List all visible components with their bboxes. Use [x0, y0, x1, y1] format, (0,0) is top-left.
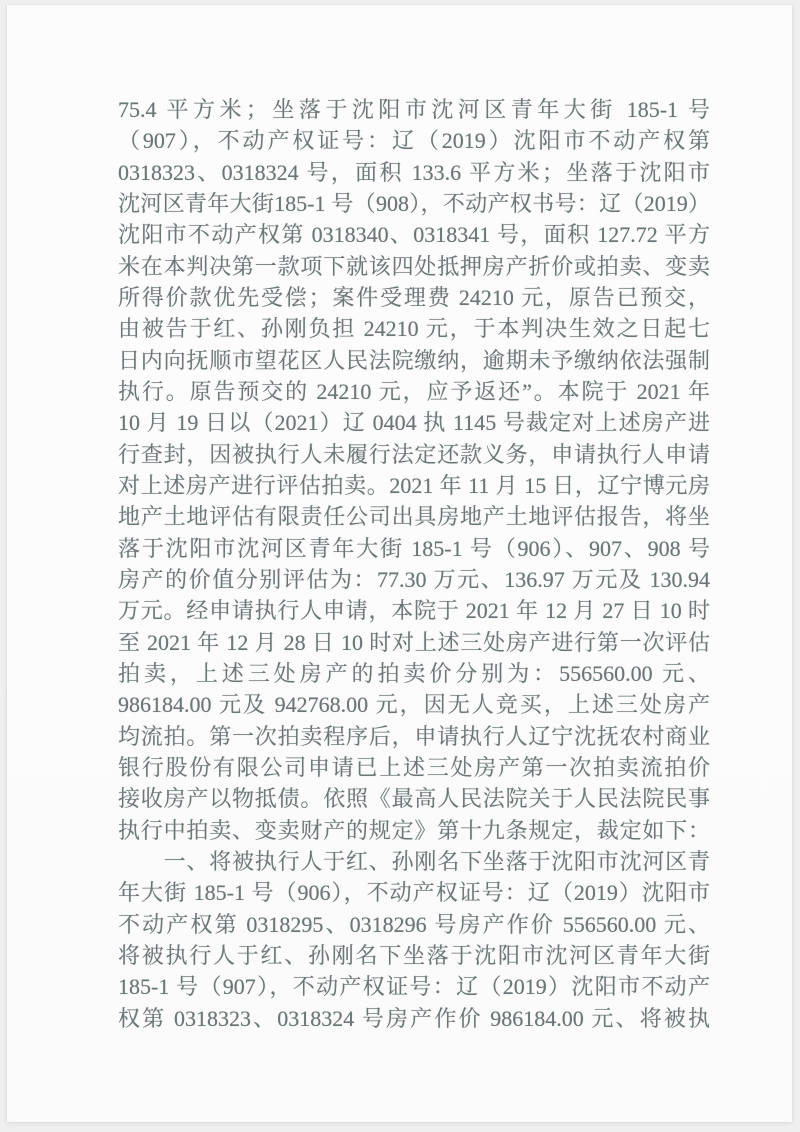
text-line: 权第 0318323、0318324 号房产作价 986184.00 元、将被执: [118, 1005, 710, 1031]
text-line: 房产的价值分别评估为：77.30 万元、136.97 万元及 130.94: [118, 566, 710, 592]
text-line: 接收房产以物抵债。依照《最高人民法院关于人民法院民事: [118, 786, 710, 812]
text-line: 至 2021 年 12 月 28 日 10 时对上述三处房产进行第一次评估: [118, 629, 710, 655]
text-line: 落于沈阳市沈河区青年大街 185-1 号（906）、907、908 号: [118, 535, 710, 561]
text-line: 米在本判决第一款项下就该四处抵押房产折价或拍卖、变卖: [118, 253, 710, 279]
text-line: 银行股份有限公司申请已上述三处房产第一次拍卖流拍价: [118, 754, 710, 780]
document-body: [118, 94, 710, 1034]
text-line: 沈河区青年大街185-1 号（908），不动产权书号：辽（2019）: [118, 190, 710, 216]
text-line: 执行。原告预交的 24210 元，应予返还”。本院于 2021 年: [118, 378, 710, 404]
text-line: 一、将被执行人于红、孙刚名下坐落于沈阳市沈河区青: [118, 848, 710, 874]
document-page: [7, 5, 792, 1122]
text-line: 不动产权第 0318295、0318296 号房产作价 556560.00 元、: [118, 911, 710, 937]
text-line: 185-1 号（907），不动产权证号：辽（2019）沈阳市不动产: [118, 974, 710, 1000]
text-line: （907），不动产权证号：辽（2019）沈阳市不动产权第: [118, 128, 710, 154]
text-line: 75.4 平方米；坐落于沈阳市沈河区青年大街 185-1 号: [118, 97, 710, 122]
text-line: 均流拍。第一次拍卖程序后，申请执行人辽宁沈抚农村商业: [118, 723, 710, 749]
text-line: 执行中拍卖、变卖财产的规定》第十九条规定，裁定如下：: [118, 817, 710, 843]
text-line: 年大街 185-1 号（906），不动产权证号：辽（2019）沈阳市: [118, 880, 710, 906]
text-line: 拍卖，上述三处房产的拍卖价分别为：556560.00 元、: [118, 660, 710, 686]
text-line: 将被执行人于红、孙刚名下坐落于沈阳市沈河区青年大街: [118, 942, 710, 968]
text-line: 所得价款优先受偿；案件受理费 24210 元，原告已预交，: [118, 284, 710, 310]
text-line: 沈阳市不动产权第 0318340、0318341 号，面积 127.72 平方: [118, 222, 710, 248]
text-line: 地产土地评估有限责任公司出具房地产土地评估报告，将坐: [118, 504, 710, 530]
text-line: 由被告于红、孙刚负担 24210 元，于本判决生效之日起七: [118, 316, 710, 342]
text-line: 0318323、0318324 号，面积 133.6 平方米；坐落于沈阳市: [118, 159, 710, 185]
text-line: 日内向抚顺市望花区人民法院缴纳，逾期未予缴纳依法强制: [118, 347, 710, 373]
text-line: 行查封，因被执行人未履行法定还款义务，申请执行人申请: [118, 441, 710, 467]
text-line: 10 月 19 日以（2021）辽 0404 执 1145 号裁定对上述房产进: [118, 410, 710, 436]
text-line: 万元。经申请执行人申请，本院于 2021 年 12 月 27 日 10 时: [118, 598, 710, 624]
text-line: 986184.00 元及 942768.00 元，因无人竞买，上述三处房产: [118, 692, 710, 718]
text-line: 对上述房产进行评估拍卖。2021 年 11 月 15 日，辽宁博元房: [118, 472, 710, 498]
